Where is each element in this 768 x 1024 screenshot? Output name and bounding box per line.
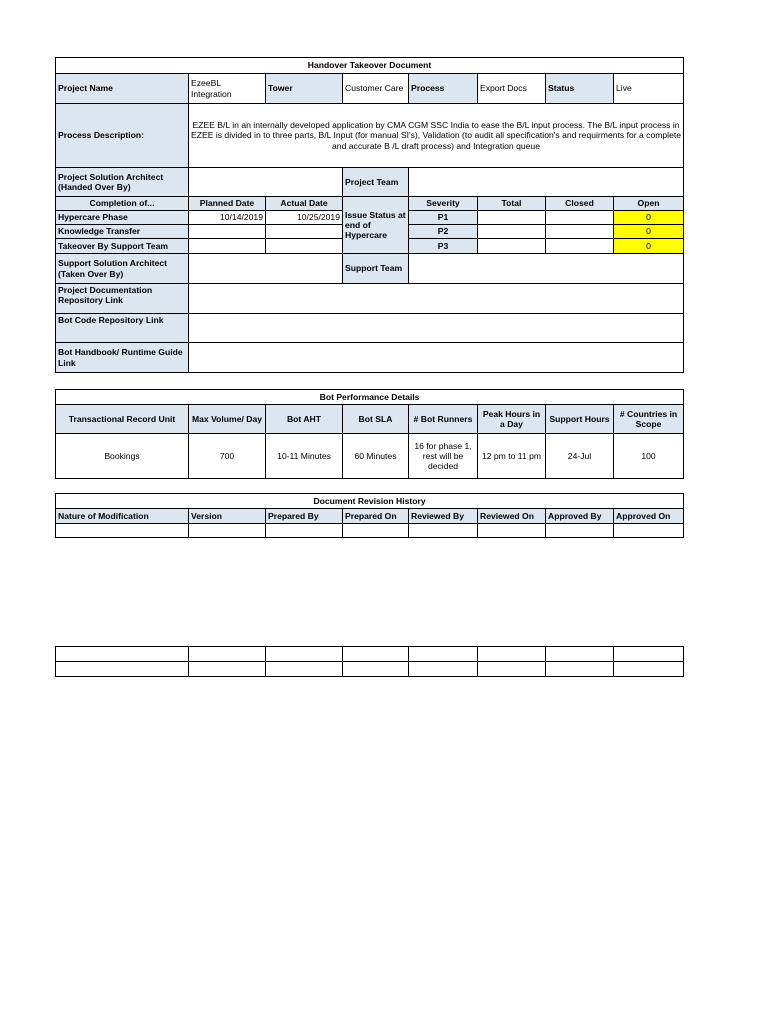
support-architect-value: [189, 254, 343, 284]
column-header: Max Volume/ Day: [189, 405, 266, 434]
actual-date-label: Actual Date: [266, 197, 343, 211]
code-repo-label: Bot Code Repository Link: [56, 314, 189, 343]
revision-header-row: [56, 509, 684, 524]
actual-date: 10/25/2019: [266, 211, 343, 225]
empty-grid: [55, 646, 684, 677]
completion-label: Completion of...: [56, 197, 189, 211]
column-header: Bot SLA: [343, 405, 409, 434]
table-cell: Bookings: [56, 434, 189, 479]
planned-date: 10/14/2019: [189, 211, 266, 225]
open-value: 0: [614, 225, 684, 239]
actual-date: [266, 239, 343, 254]
table-row: [56, 434, 684, 479]
column-header: # Bot Runners: [409, 405, 478, 434]
column-header: Approved On: [614, 509, 684, 524]
support-team-value: [409, 254, 684, 284]
column-header: Support Hours: [546, 405, 614, 434]
revision-table: [55, 493, 684, 538]
total-value: [478, 225, 546, 239]
process-description-value: EZEE B/L in an internally developed application by CMA CGM SSC India to ease the B/L input process. The B/L input process in EZEE is divided in to three parts, B/L Input (for manual SI's), Validation (to audit all specification's and requirments for a complete and accurate B /L draft process) and Integration queue: [189, 104, 684, 168]
tower-value: Customer Care: [343, 74, 409, 104]
table-cell: 10-11 Minutes: [266, 434, 343, 479]
solution-architect-value: [189, 168, 343, 197]
project-name-value: EzeeBL Integration: [189, 74, 266, 104]
table-cell: 60 Minutes: [343, 434, 409, 479]
column-header: Approved By: [546, 509, 614, 524]
actual-date: [266, 225, 343, 239]
phase-label: Takeover By Support Team: [56, 239, 189, 254]
project-team-label: Project Team: [343, 168, 409, 197]
table-cell: 100: [614, 434, 684, 479]
process-label: Process: [409, 74, 478, 104]
support-architect-label: Support Solution Architect (Taken Over By): [56, 254, 189, 284]
column-header: Prepared By: [266, 509, 343, 524]
open-value: 0: [614, 211, 684, 225]
support-team-label: Support Team: [343, 254, 409, 284]
closed-value: [546, 239, 614, 254]
doc-repo-link[interactable]: [189, 284, 684, 314]
table-row: [56, 647, 684, 662]
column-header: Transactional Record Unit: [56, 405, 189, 434]
column-header: Version: [189, 509, 266, 524]
table-cell: 12 pm to 11 pm: [478, 434, 546, 479]
handover-title: Handover Takeover Document: [56, 58, 684, 74]
doc-repo-label: Project Documentation Repository Link: [56, 284, 189, 314]
column-header: Peak Hours in a Day: [478, 405, 546, 434]
table-cell: 700: [189, 434, 266, 479]
performance-header-row: [56, 405, 684, 434]
planned-date-label: Planned Date: [189, 197, 266, 211]
closed-value: [546, 225, 614, 239]
open-label: Open: [614, 197, 684, 211]
solution-architect-label: Project Solution Architect (Handed Over By): [56, 168, 189, 197]
phase-label: Hypercare Phase: [56, 211, 189, 225]
table-row: [56, 524, 684, 538]
project-name-label: Project Name: [56, 74, 189, 104]
closed-label: Closed: [546, 197, 614, 211]
phase-label: Knowledge Transfer: [56, 225, 189, 239]
handbook-link[interactable]: [189, 343, 684, 373]
total-value: [478, 211, 546, 225]
process-value: Export Docs: [478, 74, 546, 104]
severity-value: P3: [409, 239, 478, 254]
column-header: Nature of Modification: [56, 509, 189, 524]
table-row: [56, 662, 684, 677]
tower-label: Tower: [266, 74, 343, 104]
project-team-value: [409, 168, 684, 197]
table-cell: 24-Jul: [546, 434, 614, 479]
performance-title: Bot Performance Details: [56, 390, 684, 405]
total-label: Total: [478, 197, 546, 211]
status-value: Live: [614, 74, 684, 104]
performance-table: [55, 389, 684, 479]
issue-status-label: Issue Status at end of Hypercare: [343, 197, 409, 254]
open-value: 0: [614, 239, 684, 254]
severity-value: P1: [409, 211, 478, 225]
column-header: # Countries in Scope: [614, 405, 684, 434]
handbook-label: Bot Handbook/ Runtime Guide Link: [56, 343, 189, 373]
column-header: Prepared On: [343, 509, 409, 524]
planned-date: [189, 239, 266, 254]
column-header: Bot AHT: [266, 405, 343, 434]
process-description-label: Process Description:: [56, 104, 189, 168]
column-header: Reviewed On: [478, 509, 546, 524]
column-header: Reviewed By: [409, 509, 478, 524]
revision-title: Document Revision History: [56, 494, 684, 509]
closed-value: [546, 211, 614, 225]
table-cell: 16 for phase 1, rest will be decided: [409, 434, 478, 479]
planned-date: [189, 225, 266, 239]
code-repo-link[interactable]: [189, 314, 684, 343]
status-label: Status: [546, 74, 614, 104]
severity-value: P2: [409, 225, 478, 239]
total-value: [478, 239, 546, 254]
severity-label: Severity: [409, 197, 478, 211]
handover-table: [55, 57, 684, 373]
